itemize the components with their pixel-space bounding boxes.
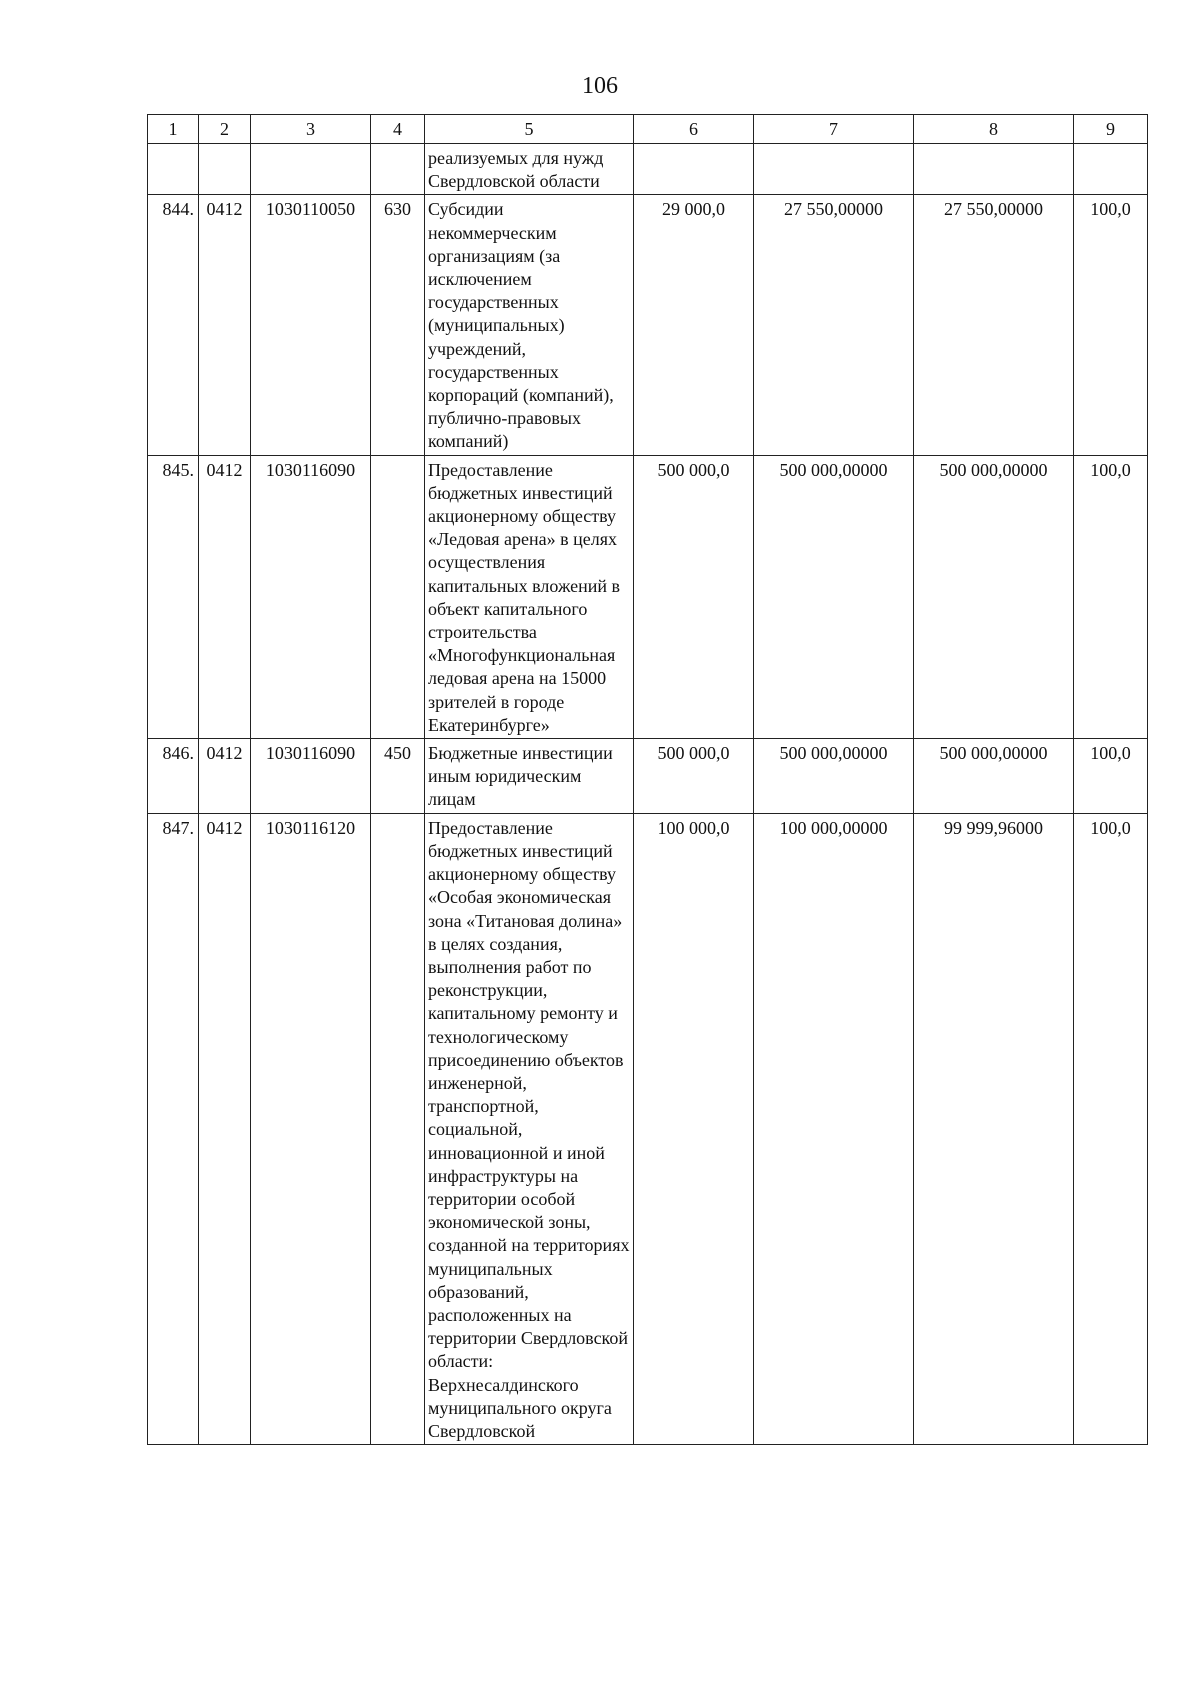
cell-percent: 100,0 <box>1074 739 1148 814</box>
table-row <box>148 455 1148 738</box>
cell-percent: 100,0 <box>1074 455 1148 738</box>
table-row <box>148 739 1148 814</box>
header-col-1: 1 <box>148 115 199 144</box>
header-col-2: 2 <box>199 115 251 144</box>
page-number: 106 <box>582 73 618 99</box>
cell-num: 846. <box>148 739 199 814</box>
header-col-9: 9 <box>1074 115 1148 144</box>
cell-kind: 450 <box>371 739 425 814</box>
cell-executed: 500 000,00000 <box>914 455 1074 738</box>
cell-section: 0412 <box>199 195 251 455</box>
header-col-3: 3 <box>251 115 371 144</box>
header-col-7: 7 <box>754 115 914 144</box>
cell-executed: 27 550,00000 <box>914 195 1074 455</box>
cell-description: Предоставление бюджетных инвестиций акционерному обществу «Ледовая арена» в целях осуществления капитальных вложений в объект капитального строительства «Многофункциональная ледовая арена на 15000 зрителей в городе Екатеринбурге» <box>425 455 634 738</box>
cell-target <box>251 144 371 195</box>
cell-section: 0412 <box>199 813 251 1444</box>
cell-section: 0412 <box>199 739 251 814</box>
cell-target: 1030110050 <box>251 195 371 455</box>
cell-executed <box>914 144 1074 195</box>
cell-approved <box>754 144 914 195</box>
cell-description: Предоставление бюджетных инвестиций акционерному обществу «Особая экономическая зона «Титановая долина» в целях создания, выполнения работ по реконструкции, капитальному ремонту и технологическому присоединению объектов инженерной, транспортной, социальной, инновационной и иной инфраструктуры на территории особой экономической зоны, созданной на территориях муниципальных образований, расположенных на территории Свердловской области: Верхнесалдинского муниципального округа Свердловской <box>425 813 634 1444</box>
cell-approved: 500 000,00000 <box>754 455 914 738</box>
table-row <box>148 813 1148 1444</box>
cell-planned: 100 000,0 <box>634 813 754 1444</box>
cell-kind <box>371 144 425 195</box>
header-col-4: 4 <box>371 115 425 144</box>
cell-description: реализуемых для нужд Свердловской области <box>425 144 634 195</box>
continuation-row <box>148 144 1148 195</box>
cell-description: Бюджетные инвестиции иным юридическим лицам <box>425 739 634 814</box>
cell-section <box>199 144 251 195</box>
cell-num: 845. <box>148 455 199 738</box>
cell-target: 1030116090 <box>251 455 371 738</box>
cell-planned <box>634 144 754 195</box>
cell-percent: 100,0 <box>1074 813 1148 1444</box>
cell-section: 0412 <box>199 455 251 738</box>
cell-num <box>148 144 199 195</box>
cell-kind <box>371 455 425 738</box>
cell-description: Субсидии некоммерческим организациям (за исключением государственных (муниципальных) учреждений, государственных корпораций (компаний), публично-правовых компаний) <box>425 195 634 455</box>
cell-executed: 500 000,00000 <box>914 739 1074 814</box>
cell-kind <box>371 813 425 1444</box>
table-row <box>148 195 1148 455</box>
budget-table <box>147 114 1148 1445</box>
cell-percent <box>1074 144 1148 195</box>
cell-planned: 500 000,0 <box>634 455 754 738</box>
cell-planned: 500 000,0 <box>634 739 754 814</box>
cell-kind: 630 <box>371 195 425 455</box>
header-col-5: 5 <box>425 115 634 144</box>
header-col-6: 6 <box>634 115 754 144</box>
cell-approved: 100 000,00000 <box>754 813 914 1444</box>
cell-executed: 99 999,96000 <box>914 813 1074 1444</box>
cell-target: 1030116120 <box>251 813 371 1444</box>
cell-approved: 500 000,00000 <box>754 739 914 814</box>
cell-planned: 29 000,0 <box>634 195 754 455</box>
cell-percent: 100,0 <box>1074 195 1148 455</box>
header-col-8: 8 <box>914 115 1074 144</box>
cell-target: 1030116090 <box>251 739 371 814</box>
cell-num: 847. <box>148 813 199 1444</box>
cell-approved: 27 550,00000 <box>754 195 914 455</box>
cell-num: 844. <box>148 195 199 455</box>
header-row <box>148 115 1148 144</box>
